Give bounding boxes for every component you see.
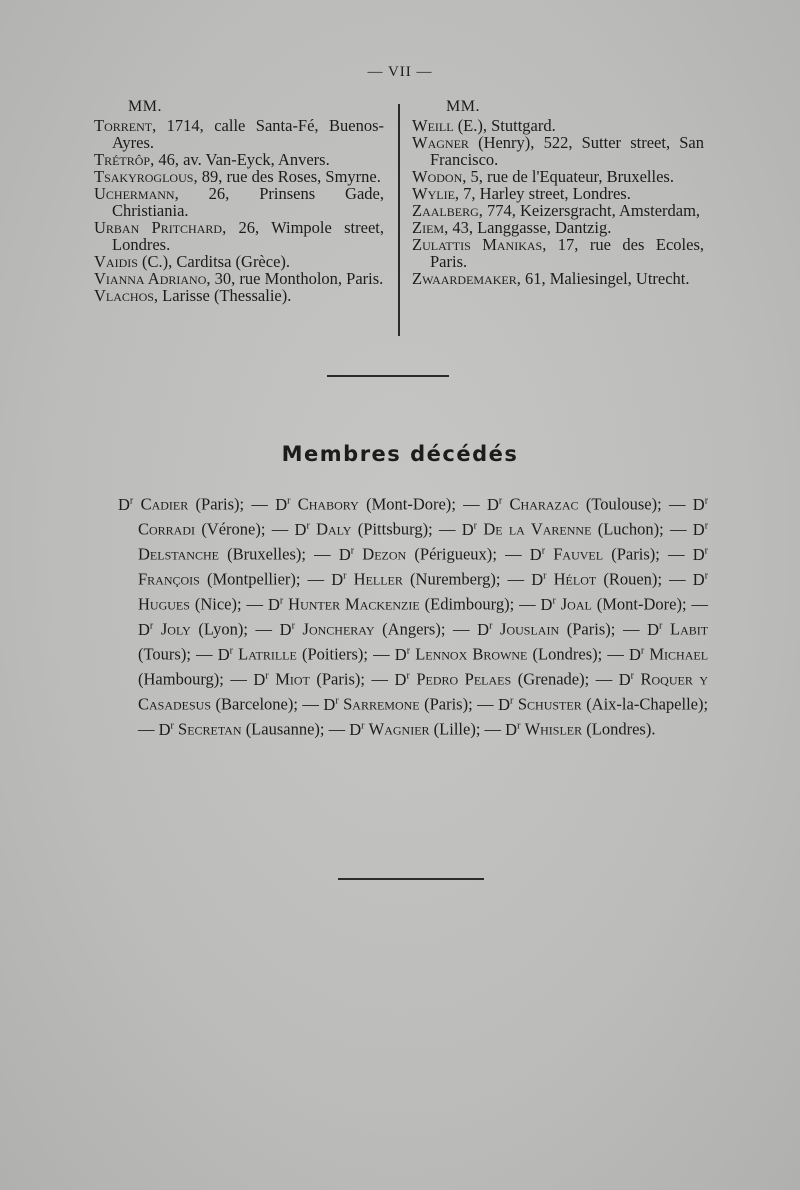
deceased-member: $D^r$ Miot (Paris); —: [253, 669, 395, 689]
deceased-member: $D^r$ Lennox Browne (Londres); —: [394, 644, 629, 664]
member-address: , 1714, calle Santa-Fé, Buenos-Ayres.: [112, 116, 384, 152]
deceased-name: Chabory: [297, 494, 359, 514]
deceased-place: (Bruxelles): [227, 544, 302, 564]
left-member-column: [94, 98, 384, 304]
member-address: , 89, rue des Roses, Smyrne.: [193, 167, 381, 186]
left-member-list: [94, 117, 384, 304]
deceased-place: (Vérone): [201, 519, 261, 539]
doctor-title: $D^r$: [498, 694, 514, 714]
member-name: Uchermann: [94, 184, 175, 203]
doctor-title: $D^r$: [394, 644, 411, 664]
member-entry: [412, 202, 704, 219]
deceased-place: (Lyon): [198, 619, 244, 639]
member-entry: [412, 219, 704, 236]
member-name: Tsakyroglous: [94, 167, 194, 186]
deceased-name: Joncheray: [302, 619, 375, 639]
section-divider-bottom: [338, 878, 484, 880]
member-address: , 7, Harley street, Londres.: [454, 184, 631, 203]
deceased-name: Charazac: [509, 494, 579, 514]
deceased-member: $D^r$ De la Varenne (Luchon); —: [461, 519, 693, 539]
doctor-title: $D^r$: [692, 569, 709, 589]
member-address: , 774, Keizersgracht, Amsterdam,: [478, 201, 701, 220]
member-entry: [94, 253, 384, 270]
right-member-column: [412, 98, 704, 287]
deceased-place: (Périgueux): [414, 544, 493, 564]
doctor-title: $D^r$: [692, 544, 708, 564]
doctor-title: $D^r$: [394, 669, 410, 689]
doctor-title: $D^r$: [294, 519, 310, 539]
deceased-member: $D^r$ Charazac (Toulouse); —: [486, 494, 693, 514]
deceased-name: Secretan: [178, 719, 242, 739]
deceased-member: $D^r$ Latrille (Poitiers); —: [217, 644, 395, 664]
deceased-place: (Mont-Dore): [596, 594, 682, 614]
deceased-place: (Mont-Dore): [366, 494, 452, 514]
member-address: , 17, rue des Ecoles, Paris.: [430, 235, 705, 271]
member-entry: [94, 287, 384, 304]
deceased-name: Wagnier: [368, 719, 430, 739]
member-entry: [94, 185, 384, 219]
member-address: (E.), Stuttgard.: [453, 116, 556, 135]
member-address: , 26, Wimpole street, Londres.: [112, 218, 384, 254]
deceased-name: Michael: [649, 644, 709, 664]
deceased-name: De la Varenne: [483, 519, 592, 539]
deceased-member: $D^r$ Sarremone (Paris); —: [323, 694, 499, 714]
deceased-member: $D^r$ François (Montpellier); —: [138, 544, 708, 589]
deceased-member: $D^r$ Daly (Pittsburg); —: [294, 519, 462, 539]
member-name: Zaalberg: [412, 201, 479, 220]
deceased-name: Heller: [353, 569, 403, 589]
member-name: Weill: [412, 116, 454, 135]
deceased-place: (Lausanne): [245, 719, 320, 739]
deceased-name: Joly: [160, 619, 191, 639]
deceased-name: Hugues: [138, 594, 190, 614]
deceased-members-paragraph: [118, 490, 708, 740]
member-address: , 61, Maliesingel, Utrecht.: [516, 269, 690, 288]
left-column-heading: MM.: [128, 98, 162, 115]
member-entry: [412, 185, 704, 202]
deceased-member: $D^r$ Hugues (Nice); —: [138, 569, 709, 614]
doctor-title: $D^r$: [323, 694, 339, 714]
doctor-title: $D^r$: [628, 644, 645, 664]
deceased-place: (Aix-la-Chapelle): [586, 694, 704, 714]
deceased-name: Cadier: [140, 494, 189, 514]
doctor-title: $D^r$: [217, 644, 233, 664]
member-name: Urban Pritchard: [94, 218, 223, 237]
member-name: Trétrôp: [94, 150, 151, 169]
member-entry: [412, 236, 704, 270]
deceased-place: (Nuremberg): [410, 569, 496, 589]
deceased-member: $D^r$ Schuster (Aix-la-Chapelle); —: [138, 694, 709, 739]
deceased-member: $D^r$ Joly (Lyon); —: [138, 619, 280, 639]
deceased-member: $D^r$ Hélot (Rouen); —: [531, 569, 693, 589]
doctor-title: $D^r$: [267, 594, 284, 614]
doctor-title: $D^r$: [692, 519, 709, 539]
deceased-name: Fauvel: [553, 544, 604, 564]
doctor-title: $D^r$: [349, 719, 365, 739]
deceased-member: $D^r$ Corradi (Vérone); —: [138, 494, 709, 539]
deceased-name: Daly: [316, 519, 352, 539]
doctor-title: $D^r$: [618, 669, 634, 689]
member-entry: [94, 151, 384, 168]
deceased-member: $D^r$ Fauvel (Paris); —: [529, 544, 693, 564]
doctor-title: $D^r$: [275, 494, 291, 514]
doctor-title: $D^r$: [138, 619, 154, 639]
deceased-name: Corradi: [138, 519, 196, 539]
section-divider-top: [327, 375, 449, 377]
member-address: , 43, Langgasse, Dantzig.: [444, 218, 612, 237]
member-address: (Henry), 522, Sutter street, San Francisco.: [430, 133, 704, 169]
deceased-name: Delstanche: [138, 544, 219, 564]
deceased-place: (Poitiers): [302, 644, 364, 664]
deceased-member: $D^r$ Joncheray (Angers); —: [279, 619, 478, 639]
deceased-place: (Grenade): [517, 669, 585, 689]
doctor-title: $D^r$: [461, 519, 478, 539]
deceased-member: $D^r$ Dezon (Périgueux); —: [338, 544, 530, 564]
deceased-member: $D^r$ Whisler (Londres).: [505, 719, 656, 739]
doctor-title: $D^r$: [338, 544, 355, 564]
deceased-place: (Luchon): [597, 519, 660, 539]
doctor-title: $D^r$: [647, 619, 663, 639]
member-entry: [412, 270, 704, 287]
member-name: Vlachos: [94, 286, 154, 305]
member-entry: [412, 117, 704, 134]
column-divider: [398, 104, 400, 336]
deceased-place: (Paris): [424, 694, 469, 714]
doctor-title: $D^r$: [118, 494, 134, 514]
member-name: Ziem: [412, 218, 445, 237]
member-name: Vaidis: [94, 252, 138, 271]
deceased-member: $D^r$ Jouslain (Paris); —: [477, 619, 648, 639]
doctor-title: $D^r$: [529, 544, 546, 564]
deceased-place: (Toulouse): [585, 494, 658, 514]
member-entry: [412, 134, 704, 168]
member-entry: [94, 117, 384, 151]
deceased-name: Latrille: [238, 644, 297, 664]
deceased-member: $D^r$ Delstanche (Bruxelles); —: [138, 519, 709, 564]
member-address: , 5, rue de l'Equateur, Bruxelles.: [462, 167, 674, 186]
member-entry: [94, 270, 384, 287]
deceased-member: $D^r$ Cadier (Paris); —: [118, 494, 276, 514]
doctor-title: $D^r$: [692, 494, 709, 514]
deceased-name: Lennox Browne: [415, 644, 528, 664]
member-address: , 30, rue Montholon, Paris.: [206, 269, 384, 288]
deceased-place: (Paris): [566, 619, 611, 639]
member-name: Wylie: [412, 184, 455, 203]
deceased-member: $D^r$ Michael (Hambourg); —: [138, 644, 709, 689]
deceased-section-title: Membres décédés: [281, 442, 519, 466]
member-address: , 26, Prinsens Gade, Christiania.: [112, 184, 384, 220]
deceased-place: (Londres): [586, 719, 652, 739]
deceased-place: (Montpellier): [207, 569, 296, 589]
deceased-place: (Paris): [316, 669, 361, 689]
member-address: (C.), Carditsa (Grèce).: [137, 252, 291, 271]
deceased-member: $D^r$ Hunter Mackenzie (Edimbourg); —: [267, 594, 541, 614]
doctor-title: $D^r$: [540, 594, 556, 614]
deceased-name: Dezon: [362, 544, 407, 564]
deceased-members-text: [118, 490, 708, 740]
deceased-name: Labit: [669, 619, 709, 639]
member-name: Torrent: [94, 116, 153, 135]
deceased-place: (Barcelone): [215, 694, 294, 714]
deceased-place: (Rouen): [603, 569, 658, 589]
deceased-place: (Tours): [138, 644, 187, 664]
member-address: , Larisse (Thessalie).: [153, 286, 292, 305]
deceased-place: (Londres): [532, 644, 598, 664]
deceased-place: (Lille): [433, 719, 476, 739]
deceased-place: (Paris): [195, 494, 240, 514]
deceased-place: (Angers): [382, 619, 441, 639]
deceased-name: Pedro Pelaes: [416, 669, 512, 689]
deceased-member: $D^r$ Roquer y Casadesus (Barcelone); —: [138, 669, 709, 714]
right-member-list: [412, 117, 704, 287]
deceased-place: (Hambourg): [138, 669, 220, 689]
deceased-member: $D^r$ Pedro Pelaes (Grenade); —: [394, 669, 619, 689]
deceased-name: Jouslain: [500, 619, 560, 639]
member-name: Wagner: [412, 133, 469, 152]
deceased-name: Hunter Mackenzie: [288, 594, 420, 614]
member-name: Vianna Adriano: [94, 269, 207, 288]
doctor-title: $D^r$: [158, 719, 174, 739]
deceased-member: $D^r$ Labit (Tours); —: [138, 619, 709, 664]
member-name: Zwaardemaker: [412, 269, 517, 288]
doctor-title: $D^r$: [253, 669, 269, 689]
deceased-name: Whisler: [524, 719, 583, 739]
deceased-place: (Edimbourg): [424, 594, 510, 614]
deceased-place: (Pittsburg): [357, 519, 429, 539]
right-column-heading: MM.: [446, 98, 480, 115]
deceased-member: $D^r$ Secretan (Lausanne); —: [158, 719, 350, 739]
page-number: — VII —: [367, 64, 433, 80]
deceased-name: Schuster: [517, 694, 582, 714]
member-address: , 46, av. Van-Eyck, Anvers.: [150, 150, 330, 169]
deceased-name: Joal: [560, 594, 592, 614]
deceased-name: Hélot: [553, 569, 597, 589]
doctor-title: $D^r$: [486, 494, 503, 514]
doctor-title: $D^r$: [477, 619, 493, 639]
deceased-name: François: [138, 569, 200, 589]
member-entry: [94, 168, 384, 185]
doctor-title: $D^r$: [531, 569, 547, 589]
deceased-name: Miot: [275, 669, 310, 689]
deceased-member: $D^r$ Heller (Nuremberg); —: [331, 569, 532, 589]
deceased-name: Sarremone: [343, 694, 420, 714]
doctor-title: $D^r$: [505, 719, 521, 739]
member-name: Zulattis Manikas: [412, 235, 543, 254]
deceased-place: (Paris): [611, 544, 656, 564]
deceased-place: (Nice): [194, 594, 237, 614]
deceased-member: $D^r$ Joal (Mont-Dore); —: [540, 594, 709, 614]
deceased-name: Roquer y Casadesus: [138, 669, 709, 714]
deceased-member: $D^r$ Wagnier (Lille); —: [349, 719, 506, 739]
member-name: Wodon: [412, 167, 463, 186]
deceased-member: $D^r$ Chabory (Mont-Dore); —: [275, 494, 487, 514]
doctor-title: $D^r$: [331, 569, 347, 589]
member-entry: [412, 168, 704, 185]
member-entry: [94, 219, 384, 253]
doctor-title: $D^r$: [279, 619, 295, 639]
